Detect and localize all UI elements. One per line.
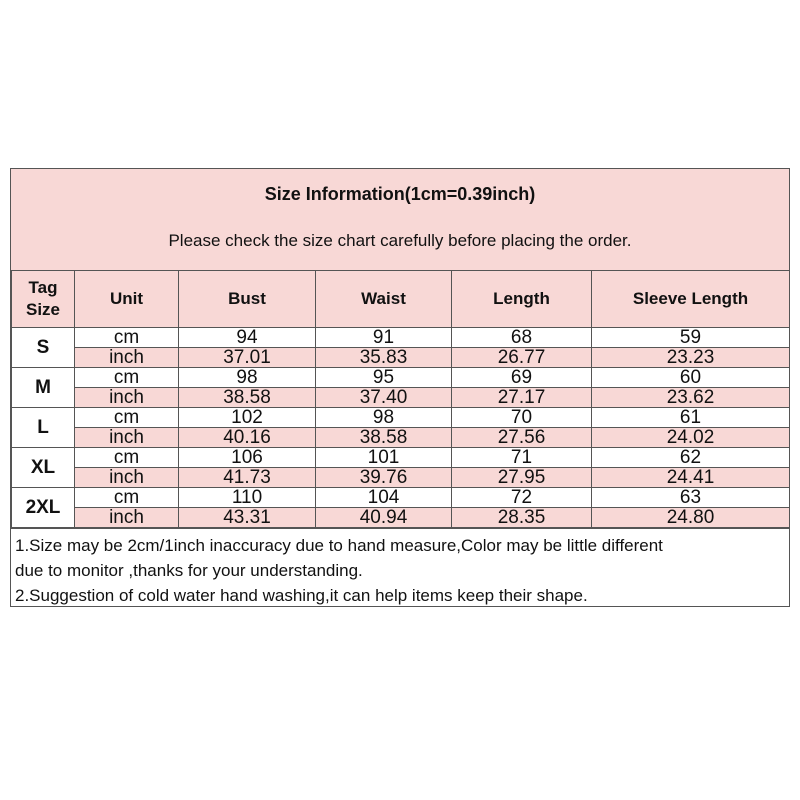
bust-cell: 94 (179, 328, 316, 348)
table-row (12, 368, 790, 388)
table-row (12, 428, 790, 448)
size-chart-sheet (10, 168, 790, 607)
size-tag-cell: L (12, 408, 75, 448)
table-row (12, 508, 790, 528)
length-cell: 26.77 (452, 348, 592, 368)
header-waist: Waist (316, 271, 452, 328)
bust-cell: 43.31 (179, 508, 316, 528)
unit-cell: inch (75, 428, 179, 448)
waist-cell: 37.40 (316, 388, 452, 408)
sleeve-cell: 24.41 (592, 468, 790, 488)
table-row (12, 448, 790, 468)
sleeve-cell: 24.02 (592, 428, 790, 448)
header-tag-label: Tag (28, 278, 58, 297)
unit-cell: inch (75, 388, 179, 408)
sleeve-cell: 60 (592, 368, 790, 388)
note-line-2: due to monitor ,thanks for your understanding. (15, 561, 363, 580)
waist-cell: 39.76 (316, 468, 452, 488)
waist-cell: 40.94 (316, 508, 452, 528)
bust-cell: 41.73 (179, 468, 316, 488)
length-cell: 72 (452, 488, 592, 508)
bust-cell: 106 (179, 448, 316, 468)
sleeve-cell: 63 (592, 488, 790, 508)
waist-cell: 91 (316, 328, 452, 348)
chart-subtitle: Please check the size chart carefully before placing the order. (168, 231, 632, 250)
header-size-label: Size (25, 300, 61, 319)
note-line-1: 1.Size may be 2cm/1inch inaccuracy due to hand measure,Color may be little different (15, 536, 663, 555)
unit-cell: inch (75, 468, 179, 488)
unit-cell: cm (75, 328, 179, 348)
table-row (12, 348, 790, 368)
sleeve-cell: 23.62 (592, 388, 790, 408)
unit-cell: inch (75, 348, 179, 368)
unit-cell: cm (75, 448, 179, 468)
length-cell: 27.56 (452, 428, 592, 448)
unit-cell: inch (75, 508, 179, 528)
notes-block (11, 528, 789, 606)
unit-cell: cm (75, 368, 179, 388)
length-cell: 68 (452, 328, 592, 348)
table-row (12, 388, 790, 408)
length-cell: 27.17 (452, 388, 592, 408)
size-chart-header (11, 169, 789, 271)
size-tag-cell: M (12, 368, 75, 408)
size-tag-cell: S (12, 328, 75, 368)
bust-cell: 40.16 (179, 428, 316, 448)
sleeve-cell: 59 (592, 328, 790, 348)
length-cell: 71 (452, 448, 592, 468)
length-cell: 70 (452, 408, 592, 428)
header-length: Length (452, 271, 592, 328)
bust-cell: 98 (179, 368, 316, 388)
length-cell: 27.95 (452, 468, 592, 488)
bust-cell: 38.58 (179, 388, 316, 408)
bust-cell: 37.01 (179, 348, 316, 368)
waist-cell: 35.83 (316, 348, 452, 368)
length-cell: 69 (452, 368, 592, 388)
note-line-3: 2.Suggestion of cold water hand washing,it can help items keep their shape. (15, 586, 588, 605)
size-tag-cell: 2XL (12, 488, 75, 528)
sleeve-cell: 24.80 (592, 508, 790, 528)
table-row (12, 408, 790, 428)
header-bust: Bust (179, 271, 316, 328)
unit-cell: cm (75, 408, 179, 428)
unit-cell: cm (75, 488, 179, 508)
chart-title: Size Information(1cm=0.39inch) (264, 184, 536, 204)
sleeve-cell: 23.23 (592, 348, 790, 368)
waist-cell: 95 (316, 368, 452, 388)
waist-cell: 38.58 (316, 428, 452, 448)
length-cell: 28.35 (452, 508, 592, 528)
table-row (12, 488, 790, 508)
waist-cell: 101 (316, 448, 452, 468)
header-tag-size (12, 271, 75, 328)
size-tag-cell: XL (12, 448, 75, 488)
table-header-row (12, 271, 790, 328)
bust-cell: 110 (179, 488, 316, 508)
bust-cell: 102 (179, 408, 316, 428)
header-unit: Unit (75, 271, 179, 328)
sleeve-cell: 62 (592, 448, 790, 468)
waist-cell: 98 (316, 408, 452, 428)
table-row (12, 468, 790, 488)
table-row (12, 328, 790, 348)
waist-cell: 104 (316, 488, 452, 508)
sleeve-cell: 61 (592, 408, 790, 428)
header-sleeve-length: Sleeve Length (592, 271, 790, 328)
size-table (11, 270, 790, 528)
